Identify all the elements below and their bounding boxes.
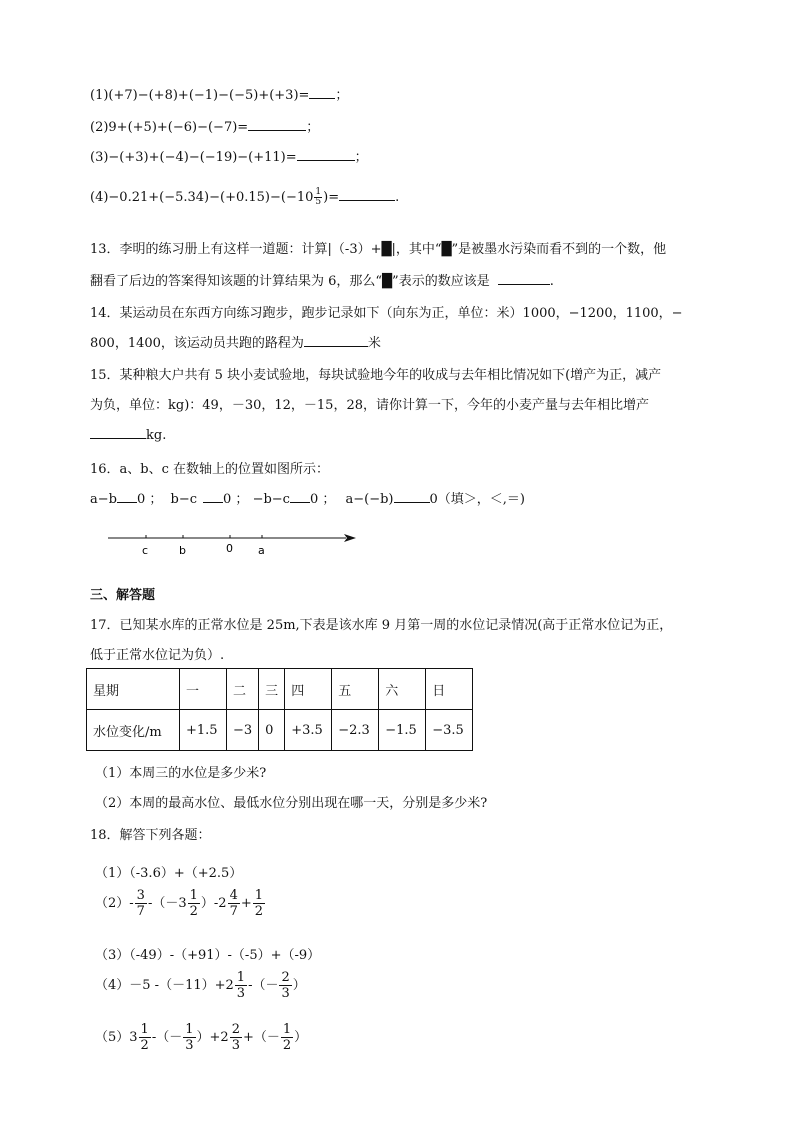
q13-line2	[90, 270, 554, 289]
numerator: 2	[231, 1022, 240, 1037]
answer-blank[interactable]	[498, 272, 550, 285]
q12-part2-text: (2)9+(+5)+(−6)−(−7)=	[90, 120, 249, 135]
day-cell: 二	[227, 669, 259, 710]
expr: ）-2	[200, 896, 227, 911]
denominator: 2	[140, 1038, 149, 1053]
expr-end: 0 ；	[309, 492, 336, 507]
answer-blank[interactable]	[304, 334, 368, 347]
denominator: 3	[281, 986, 290, 1001]
fraction	[235, 970, 247, 1001]
expr: +	[240, 896, 252, 911]
q17-line2: 低于正常水位记为负）.	[90, 648, 225, 663]
number-line	[106, 528, 362, 560]
fraction	[279, 970, 291, 1001]
numerator: 3	[136, 888, 145, 903]
expr: -（－	[248, 978, 279, 993]
table-row	[87, 669, 473, 710]
q12-part4-close: )=	[323, 190, 340, 205]
value-cell: +3.5	[285, 710, 332, 751]
denominator: 5	[315, 197, 322, 207]
value-cell: −3	[227, 710, 259, 751]
value-cell: 0	[259, 710, 285, 751]
numerator: 1	[140, 1022, 149, 1037]
numerator: 1	[236, 970, 246, 985]
numerator: 2	[281, 970, 290, 985]
fraction	[188, 888, 200, 919]
answer-blank[interactable]	[339, 188, 395, 201]
value-cell: −3.5	[426, 710, 473, 751]
expr-end: 0 ；	[136, 492, 163, 507]
fraction	[230, 1022, 242, 1053]
numerator: 1	[189, 888, 198, 903]
table-row	[87, 710, 473, 751]
fraction	[139, 1022, 151, 1053]
denominator: 2	[189, 904, 198, 919]
punct: .	[395, 190, 400, 205]
q16-line2	[90, 488, 525, 507]
fraction	[228, 888, 240, 919]
expr: -（－3	[147, 896, 187, 911]
q18-part1: （1）（-3.6）+（+2.5）	[95, 866, 243, 881]
q15-line3	[90, 426, 166, 443]
fraction	[183, 1022, 195, 1053]
q18-part5	[95, 1022, 307, 1053]
q16-line1: 16．a、b、c 在数轴上的位置如图所示：	[90, 462, 330, 477]
expr-end: 0（填＞，＜,＝)	[429, 492, 525, 507]
expr: ）+2	[196, 1030, 229, 1045]
answer-blank[interactable]	[248, 118, 306, 131]
q18-title: 18．解答下列各题：	[90, 828, 211, 843]
denominator: 2	[254, 904, 264, 919]
expr: +（－	[242, 1030, 280, 1045]
answer-blank[interactable]	[290, 490, 310, 503]
expr: ）	[294, 1030, 308, 1045]
section-heading: 三、解答题	[90, 588, 156, 603]
answer-blank[interactable]	[117, 490, 137, 503]
fraction	[281, 1022, 293, 1053]
expr-end: 0 ；	[223, 492, 249, 507]
q15-line1: 15．某种粮大户共有 5 块小麦试验地，每块试验地今年的收成与去年相比情况如下(增产为正，减产	[90, 368, 662, 383]
q14-line2-text: 800，1400，该运动员共跑的路程为	[90, 336, 304, 351]
value-cell: −2.3	[332, 710, 379, 751]
table-row-label: 水位变化/m	[87, 710, 180, 751]
expr: （2）-	[95, 896, 134, 911]
table-header-cell: 星期	[87, 669, 180, 710]
q18-part3: （3）（-49）-（+91）-（-5）+（-9）	[95, 948, 321, 963]
expr: −b−c	[252, 492, 290, 507]
q12-part4	[90, 188, 399, 207]
punct: ；	[354, 150, 368, 165]
q18-part2	[95, 888, 266, 919]
expr: ）	[292, 978, 306, 993]
day-cell: 日	[426, 669, 473, 710]
label-b: b	[179, 544, 186, 557]
q13-line1: 13．李明的练习册上有这样一道题：计算|（-3）+█|，其中“█”是被墨水污染而看不到的一个数，他	[90, 242, 667, 257]
answer-blank[interactable]	[309, 86, 335, 99]
day-cell: 六	[379, 669, 426, 710]
fraction	[253, 888, 265, 919]
punct: ；	[335, 88, 349, 103]
expr: b−c	[170, 492, 198, 507]
q12-part1	[90, 84, 348, 103]
value-cell: −1.5	[379, 710, 426, 751]
q15-line2: 为负，单位：kg)：49，－30，12，－15，28，请你计算一下，今年的小麦产量与去年相比增产	[90, 398, 649, 413]
denominator: 3	[236, 986, 246, 1001]
q17-sub1: （1）本周三的水位是多少米?	[95, 766, 267, 781]
q17-line1: 17．已知某水库的正常水位是 25m,下表是该水库 9 月第一周的水位记录情况(高于正常水位记为正，	[90, 618, 673, 633]
value-cell: +1.5	[180, 710, 227, 751]
label-0: 0	[226, 542, 233, 555]
q14-line1: 14．某运动员在东西方向练习跑步，跑步记录如下（向东为正，单位：米）1000，−1200，1100，−	[90, 306, 683, 321]
numerator: 1	[315, 187, 322, 197]
denominator: 3	[231, 1038, 240, 1053]
answer-blank[interactable]	[90, 426, 146, 439]
q12-part4-text: (4)−0.21+(−5.34)−(+0.15)−(−10	[90, 190, 314, 205]
unit: kg.	[146, 428, 167, 443]
expr: a−b	[90, 492, 117, 507]
numerator: 1	[282, 1022, 292, 1037]
expr: （5）3	[95, 1030, 138, 1045]
q17-sub2: （2）本周的最高水位、最低水位分别出现在哪一天，分别是多少米?	[95, 796, 488, 811]
fraction	[314, 188, 322, 207]
q12-part3	[90, 146, 368, 165]
day-cell: 三	[259, 669, 285, 710]
day-cell: 一	[180, 669, 227, 710]
answer-blank[interactable]	[394, 490, 430, 503]
expr: （4）－5 -（－11）+2	[95, 978, 234, 993]
punct: .	[549, 274, 554, 289]
punct: ；	[306, 120, 320, 135]
label-a: a	[258, 544, 265, 557]
fraction	[135, 888, 147, 919]
expr: a−(−b)	[345, 492, 394, 507]
denominator: 7	[136, 904, 145, 919]
q18-part4	[95, 970, 306, 1001]
label-c: c	[142, 544, 149, 557]
q14-line2	[90, 332, 381, 351]
day-cell: 五	[332, 669, 379, 710]
numerator: 4	[229, 888, 238, 903]
day-cell: 四	[285, 669, 332, 710]
unit: 米	[367, 336, 381, 351]
denominator: 7	[229, 904, 238, 919]
water-level-table	[86, 668, 473, 751]
denominator: 3	[185, 1038, 194, 1053]
expr: -（－	[151, 1030, 183, 1045]
answer-blank[interactable]	[203, 490, 223, 503]
numerator: 1	[185, 1022, 194, 1037]
q12-part2	[90, 116, 319, 135]
q12-part3-text: (3)−(+3)+(−4)−(−19)−(+11)=	[90, 150, 297, 165]
denominator: 2	[282, 1038, 292, 1053]
q12-part1-text: (1)(+7)−(+8)+(−1)−(−5)+(+3)=	[90, 88, 310, 103]
q13-line2-text: 翻看了后边的答案得知该题的计算结果为 6，那么“█”表示的数应该是	[90, 274, 490, 289]
answer-blank[interactable]	[297, 148, 355, 161]
numerator: 1	[254, 888, 264, 903]
